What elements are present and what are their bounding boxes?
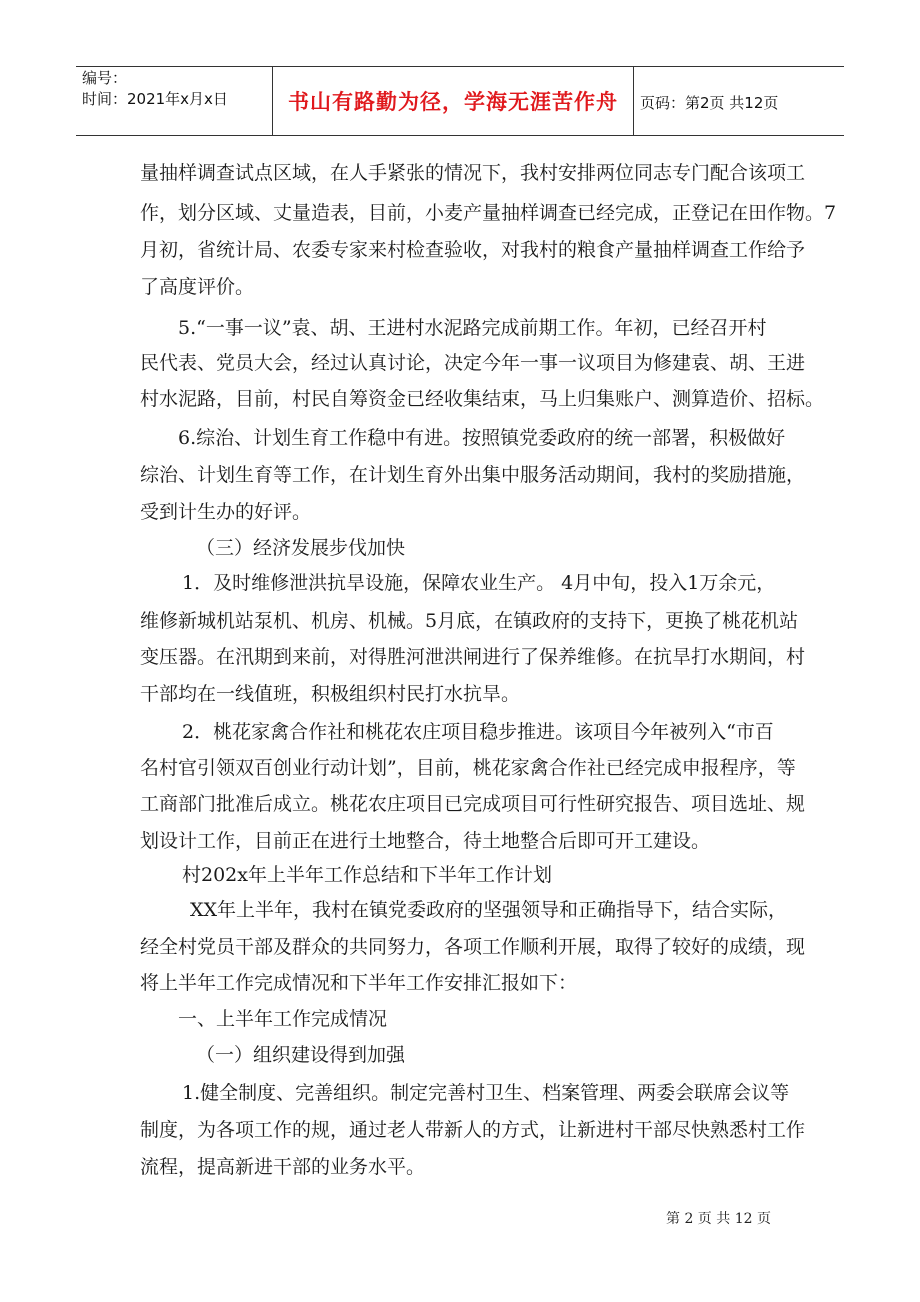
body-line: 干部均在一线值班，积极组织村民打水抗旱。 <box>140 683 521 705</box>
body-line: 工商部门批准后成立。桃花农庄项目已完成项目可行性研究报告、项目选址、规 <box>140 793 806 815</box>
header-divider <box>633 66 634 136</box>
body-line: 5.“一事一议”袁、胡、王进村水泥路完成前期工作。年初，已经召开村 <box>178 317 767 339</box>
body-line: 经全村党员干部及群众的共同努力，各项工作顺利开展，取得了较好的成绩，现 <box>140 936 806 958</box>
body-line: 民代表、党员大会，经过认真讨论，决定今年一事一议项目为修建袁、胡、王进 <box>140 352 806 374</box>
section-title: 村202x年上半年工作总结和下半年工作计划 <box>182 864 552 886</box>
body-line: 变压器。在汛期到来前，对得胜河泄洪闸进行了保养维修。在抗旱打水期间，村 <box>140 646 806 668</box>
body-line: 作，划分区域、丈量造表，目前，小麦产量抽样调查已经完成，正登记在田作物。7 <box>140 202 837 224</box>
body-line: 了高度评价。 <box>140 276 255 298</box>
body-line: 受到计生办的好评。 <box>140 501 312 523</box>
body-line: 流程，提高新进干部的业务水平。 <box>140 1156 426 1178</box>
header-page-indicator: 页码：第2页 共12页 <box>640 94 779 112</box>
document-time-label: 时间：2021年x月x日 <box>82 90 228 108</box>
section-heading: （一）组织建设得到加强 <box>196 1044 406 1066</box>
body-line: 名村官引领双百创业行动计划”，目前，桃花家禽合作社已经完成申报程序，等 <box>140 757 796 779</box>
body-line: 1．及时维修泄洪抗旱设施，保障农业生产。 4月中旬，投入1万余元， <box>182 572 776 594</box>
header-divider <box>272 66 273 136</box>
body-line: 维修新城机站泵机、机房、机械。5月底，在镇政府的支持下，更换了桃花机站 <box>140 610 799 632</box>
body-line: 综治、计划生育等工作，在计划生育外出集中服务活动期间，我村的奖励措施， <box>140 464 806 486</box>
page-footer: 第 2 页 共 12 页 <box>666 1211 771 1227</box>
header-motto: 书山有路勤为径，学海无涯苦作舟 <box>288 90 618 114</box>
body-line: 制度，为各项工作的规，通过老人带新人的方式，让新进村干部尽快熟悉村工作 <box>140 1119 806 1141</box>
section-heading: 一、上半年工作完成情况 <box>178 1008 388 1030</box>
body-line: 划设计工作，目前正在进行土地整合，待土地整合后即可开工建设。 <box>140 830 711 852</box>
body-line: 量抽样调查试点区域，在人手紧张的情况下，我村安排两位同志专门配合该项工 <box>140 162 806 184</box>
body-line: 2．桃花家禽合作社和桃花农庄项目稳步推进。该项目今年被列入“市百 <box>182 721 774 743</box>
section-heading: （三）经济发展步伐加快 <box>196 537 406 559</box>
document-number-label: 编号： <box>82 69 128 87</box>
body-line: 村水泥路，目前，村民自筹资金已经收集结束，马上归集账户、测算造价、招标。 <box>140 388 825 410</box>
header-meta <box>82 68 272 134</box>
body-line: 1.健全制度、完善组织。制定完善村卫生、档案管理、两委会联席会议等 <box>182 1082 790 1104</box>
body-line: 将上半年工作完成情况和下半年工作安排汇报如下： <box>140 972 578 994</box>
header-top-rule <box>76 66 844 67</box>
body-line: 6.综治、计划生育工作稳中有进。按照镇党委政府的统一部署，积极做好 <box>178 427 786 449</box>
body-line: 月初，省统计局、农委专家来村检查验收，对我村的粮食产量抽样调查工作给予 <box>140 239 806 261</box>
body-line: XX年上半年，我村在镇党委政府的坚强领导和正确指导下，结合实际， <box>190 899 788 921</box>
header-bottom-rule <box>76 135 844 136</box>
